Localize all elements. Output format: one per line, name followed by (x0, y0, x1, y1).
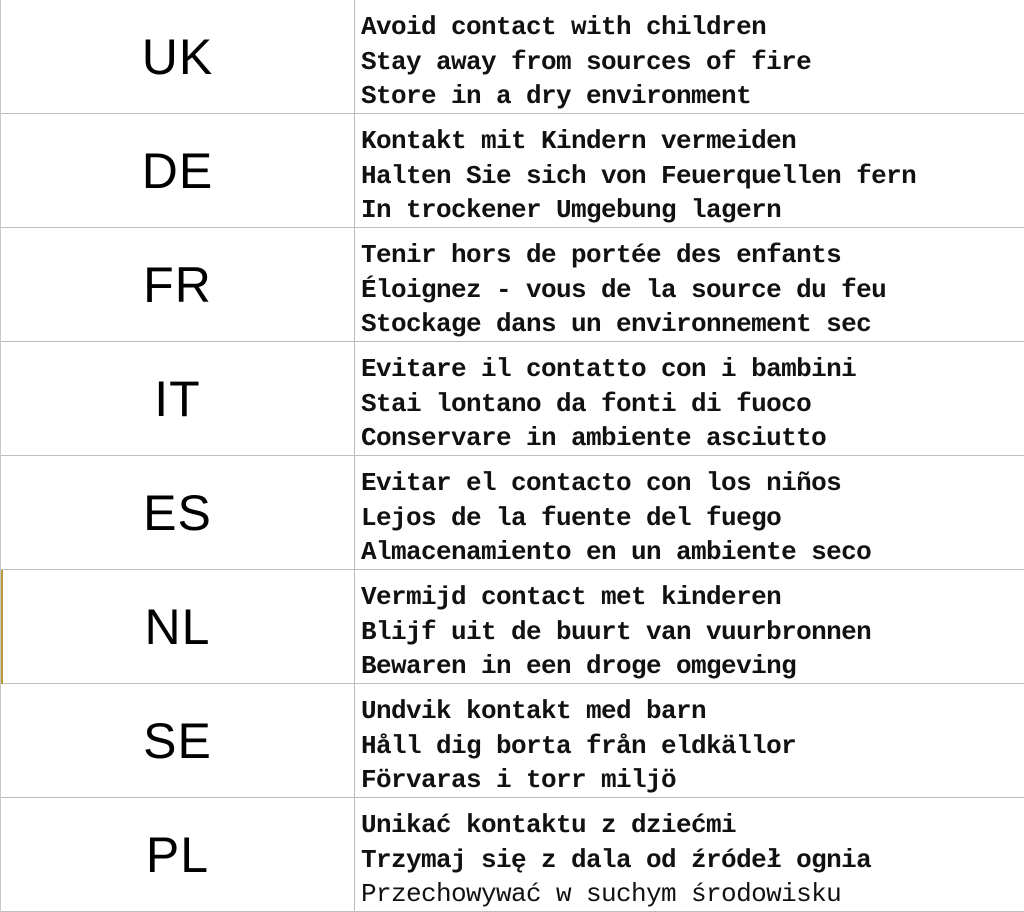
country-code-cell[interactable] (1, 342, 355, 455)
warning-line: Éloignez - vous de la source du feu (361, 274, 887, 305)
warning-line: Przechowywać w suchym środowisku (361, 879, 842, 909)
warning-text-cell[interactable] (361, 352, 1021, 456)
table-row (1, 456, 1024, 570)
country-code: NL (144, 598, 211, 655)
country-code-cell[interactable] (1, 114, 355, 227)
warning-line: Förvaras i torr miljö (361, 765, 677, 795)
warning-line: Halten Sie sich von Feuerquellen fern (361, 160, 917, 191)
country-code-cell[interactable] (1, 684, 355, 797)
warning-text-cell[interactable] (361, 580, 1021, 684)
country-code-cell[interactable] (1, 570, 355, 683)
warning-line: Evitare il contatto con i bambini (361, 354, 857, 384)
warning-line: Vermijd contact met kinderen (361, 582, 782, 612)
warning-line: Kontakt mit Kindern vermeiden (361, 126, 797, 156)
country-code: DE (141, 142, 214, 199)
table-row (1, 228, 1024, 342)
warning-line: Trzymaj się z dala od źródeł ognia (361, 844, 872, 875)
table-row (1, 114, 1024, 228)
warning-line: Stay away from sources of fire (361, 46, 812, 77)
warning-line: Store in a dry environment (361, 81, 752, 111)
warning-line: Håll dig borta från eldkällor (361, 730, 797, 761)
warning-line: Avoid contact with children (361, 12, 767, 42)
row-selection-marker (1, 570, 3, 684)
country-code: PL (145, 826, 210, 883)
table-row (1, 342, 1024, 456)
warning-line: Stai lontano da fonti di fuoco (361, 388, 812, 419)
warning-line: In trockener Umgebung lagern (361, 195, 782, 225)
warning-line: Conservare in ambiente asciutto (361, 423, 827, 453)
warning-line: Undvik kontakt med barn (361, 696, 707, 726)
warning-text-cell[interactable] (361, 124, 1021, 228)
country-code: UK (141, 28, 214, 85)
country-code: ES (143, 484, 212, 541)
table-row (1, 684, 1024, 798)
warning-line: Evitar el contacto con los niños (361, 468, 842, 498)
country-code: FR (143, 256, 212, 313)
country-code: SE (143, 712, 212, 769)
warning-line: Bewaren in een droge omgeving (361, 651, 797, 681)
country-code-cell[interactable] (1, 798, 355, 911)
warning-line: Stockage dans un environnement sec (361, 309, 872, 339)
warning-line: Tenir hors de portée des enfants (361, 240, 842, 270)
warning-text-cell[interactable] (361, 10, 1021, 114)
warning-line: Almacenamiento en un ambiente seco (361, 537, 872, 567)
country-code-cell[interactable] (1, 456, 355, 569)
warning-text-cell[interactable] (361, 694, 1021, 798)
warning-line: Unikać kontaktu z dziećmi (361, 810, 737, 840)
table-row (1, 0, 1024, 114)
table-row (1, 570, 1024, 684)
country-code-cell[interactable] (1, 228, 355, 341)
warning-text-cell[interactable] (361, 238, 1021, 342)
table-row (1, 798, 1024, 912)
warning-text-cell[interactable] (361, 808, 1021, 912)
country-code-cell[interactable] (1, 0, 355, 113)
warning-line: Blijf uit de buurt van vuurbronnen (361, 616, 872, 647)
warning-line: Lejos de la fuente del fuego (361, 502, 782, 533)
country-code: IT (154, 370, 201, 427)
warning-text-cell[interactable] (361, 466, 1021, 570)
